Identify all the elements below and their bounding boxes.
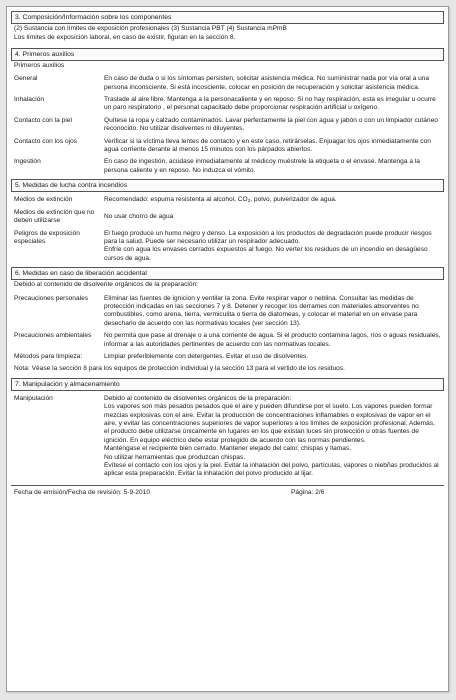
- row-label: General: [14, 75, 38, 83]
- row-text: [104, 395, 441, 479]
- row-label: Precauciones personales: [14, 294, 89, 302]
- row-label: Contacto con los ojos: [14, 137, 78, 145]
- release-row-cleaning: [11, 353, 444, 361]
- row-label: Contacto con la piel: [14, 116, 72, 124]
- row-text: No usar chorro de agua: [104, 212, 174, 220]
- handling-paragraph-3: Manténgase el recipiente bien cerrado. Mantener elejado del calor, chispas y llamas.: [104, 445, 352, 453]
- first-aid-row-skin: [11, 117, 444, 134]
- page-number: Página: 2/6: [291, 488, 325, 496]
- document-page: [6, 6, 449, 692]
- handling-row: [11, 395, 444, 479]
- handling-paragraph-4: No utilizar herramientas que produzcan chispas.: [104, 453, 246, 461]
- row-text: No permita que pase al drenaje o a una corriente de agua. Si el producto contamina lagos, ríos o aguas residuales, informar a las autoridades pertinentes de acuerdo con las normativas locales.: [104, 332, 441, 348]
- section-7-header: 7. Manipulación y almacenamiento: [11, 378, 444, 391]
- row-label: Métodos para limpieza:: [14, 352, 83, 360]
- handling-paragraph-2: Los vapores son más pesados pesados que el aire y pueden difundirse por el suelo. Los vapores pueden formar mezclas explosivas con el aire. Evitar la producción de concentraciones inflamables o explosivas de vapor en el aire, y evitar las concentraciones superiores de vapor superiores a los límites de exposición profesional. Además, el producto debe utilizarse únicamente en lugares en los que existan luces sin protección u otras fuentes de ignición. En equipo eléctrico debe estar protegido de acuerdo con las normas pendientes.: [104, 403, 435, 444]
- row-text: En caso de ingestión, acúdase inmediatamente al médicoy muéstrele la etiqueta o el envase. Mantenga a la persona caliente y en reposo. No induzca el vómito.: [104, 158, 420, 174]
- extinction-subscript: 2: [247, 198, 251, 204]
- extinction-text-post: , polvo, pulverizador de agua.: [250, 196, 337, 204]
- row-label: Peligros de exposición especiales: [14, 229, 80, 245]
- row-text: Traslade al aire libre. Mantenga a la personacaliente y en reposo. Si no hay respiración, esta es irregular u ocurre un paro respiratorio , el personal capacitado debe proporcionar respiración artificial u oxígeno.: [104, 96, 436, 112]
- revision-date: Fecha de emisión/Fecha de revisión: 5-9-2010: [14, 488, 150, 496]
- section-4-header: 4. Primeros auxilios: [11, 48, 444, 61]
- row-text: Quítese la ropa y calzado contaminados. Lavar perfectamente la piel con agua y jabón o con un limpiador cutáneo reconocido. No utilizar disolventes ni diluyentes.: [104, 116, 438, 133]
- row-label: Manipulación: [14, 394, 53, 402]
- fire-row-extinction: [11, 196, 444, 204]
- row-label: Medios de extinción que no deben utilizarse: [14, 208, 95, 225]
- row-text: Eliminar las fuentes de ignicion y ventilar la zona. Evite respirar vapor o neblina. Consultar las medidas de protección indicadas en las secciones 7 y 8. Detener y recoger los derrames con materiales absorventes no combustibles, como arena, tierra, vermiculita o tierra de diatomeas, y colocar el material en un envase para desecharlo de acuerdo con las normativas locales (ver sección 13).: [104, 294, 419, 327]
- row-label: Ingestión: [14, 158, 41, 166]
- section-6-header: 6. Medidas en caso de liberación accidental: [11, 267, 444, 280]
- handling-paragraph-5: Evítese el contacto con los ojos y la piel. Evitar la inhalación del polvo, partículas, vapores o niebñas producidos al aplicar esta preparación. Evitar la inhalación del polvo producido al lijar.: [104, 462, 439, 478]
- release-row-environmental: [11, 332, 444, 349]
- first-aid-row-inhalation: [11, 96, 444, 113]
- extinction-text-pre: Recomendado: espuma resistenta al alcohol, CO: [104, 196, 248, 204]
- row-text: Verificar si la víctima lleva lentes de contacto y en este caso, retirárselas. Enjuagar los ojos inmediatamente con agua corriente derante al menos 15 minutos con los párpados abiertos.: [104, 137, 431, 154]
- section-5-header: 5. Medidas de lucha contra incendios: [11, 179, 444, 192]
- release-row-personal: [11, 295, 444, 329]
- row-label: Precauciones ambientales: [14, 332, 92, 340]
- first-aid-row-general: [11, 75, 444, 92]
- section-3-line-2: Los límites de exposición laboral, en caso de existir, figuran en la sección 8.: [14, 34, 236, 42]
- section-3-header: 3. Composición/Información sobre los componentes: [11, 11, 444, 24]
- row-text: En caso de duda o si los síntomas persisten, solicitar asistencia médica. No suministrar nada por vía oral a una persona inconsciente. Si está incosciente, colocar en posición de recuperación y solicitar asistencia médica.: [104, 75, 430, 91]
- page-footer: [11, 485, 444, 500]
- section-6-note: Nota: Véase la sección 8 para los equipos de protección individual y la sección 13 para el vertido de los residuos.: [14, 365, 345, 373]
- fire-row-not-to-use: [11, 209, 444, 226]
- handling-paragraph-1: Debido al contenido de disolventes orgánicos de la preparación:: [104, 394, 292, 402]
- hazards-paragraph-1: El fuego produce un humo negro y denso. La exposición a los productos de degradación puede producir riesgos para la salud. Puede ser necesario utilizar un respirador adecuado.: [104, 229, 432, 245]
- fire-row-hazards: [11, 230, 444, 264]
- section-4-subtitle: Primeros auxilios: [14, 61, 65, 69]
- first-aid-row-eyes: [11, 138, 444, 155]
- first-aid-row-ingestion: [11, 158, 444, 175]
- row-text: [104, 196, 441, 204]
- row-label: Inhalación: [14, 96, 45, 104]
- section-3-line-1: (2) Sustancia con límites de exposición profesionales (3) Sustancia PBT (4) Sustancia mPmB: [14, 25, 287, 32]
- row-text: Limpiar preferiblemente con detergentes. Evitar el uso de disolventes.: [104, 352, 309, 360]
- row-text: [104, 230, 441, 264]
- hazards-paragraph-2: Enfríe con agua los envases cerrados expuestos al fuego. No verter los residuos de un incendio en desagüeso cursos de agua.: [104, 246, 428, 262]
- row-label: Medios de extinción: [14, 196, 73, 204]
- section-6-intro: Debido al contenido de disolvente orgánicos de la preparación:: [14, 281, 199, 289]
